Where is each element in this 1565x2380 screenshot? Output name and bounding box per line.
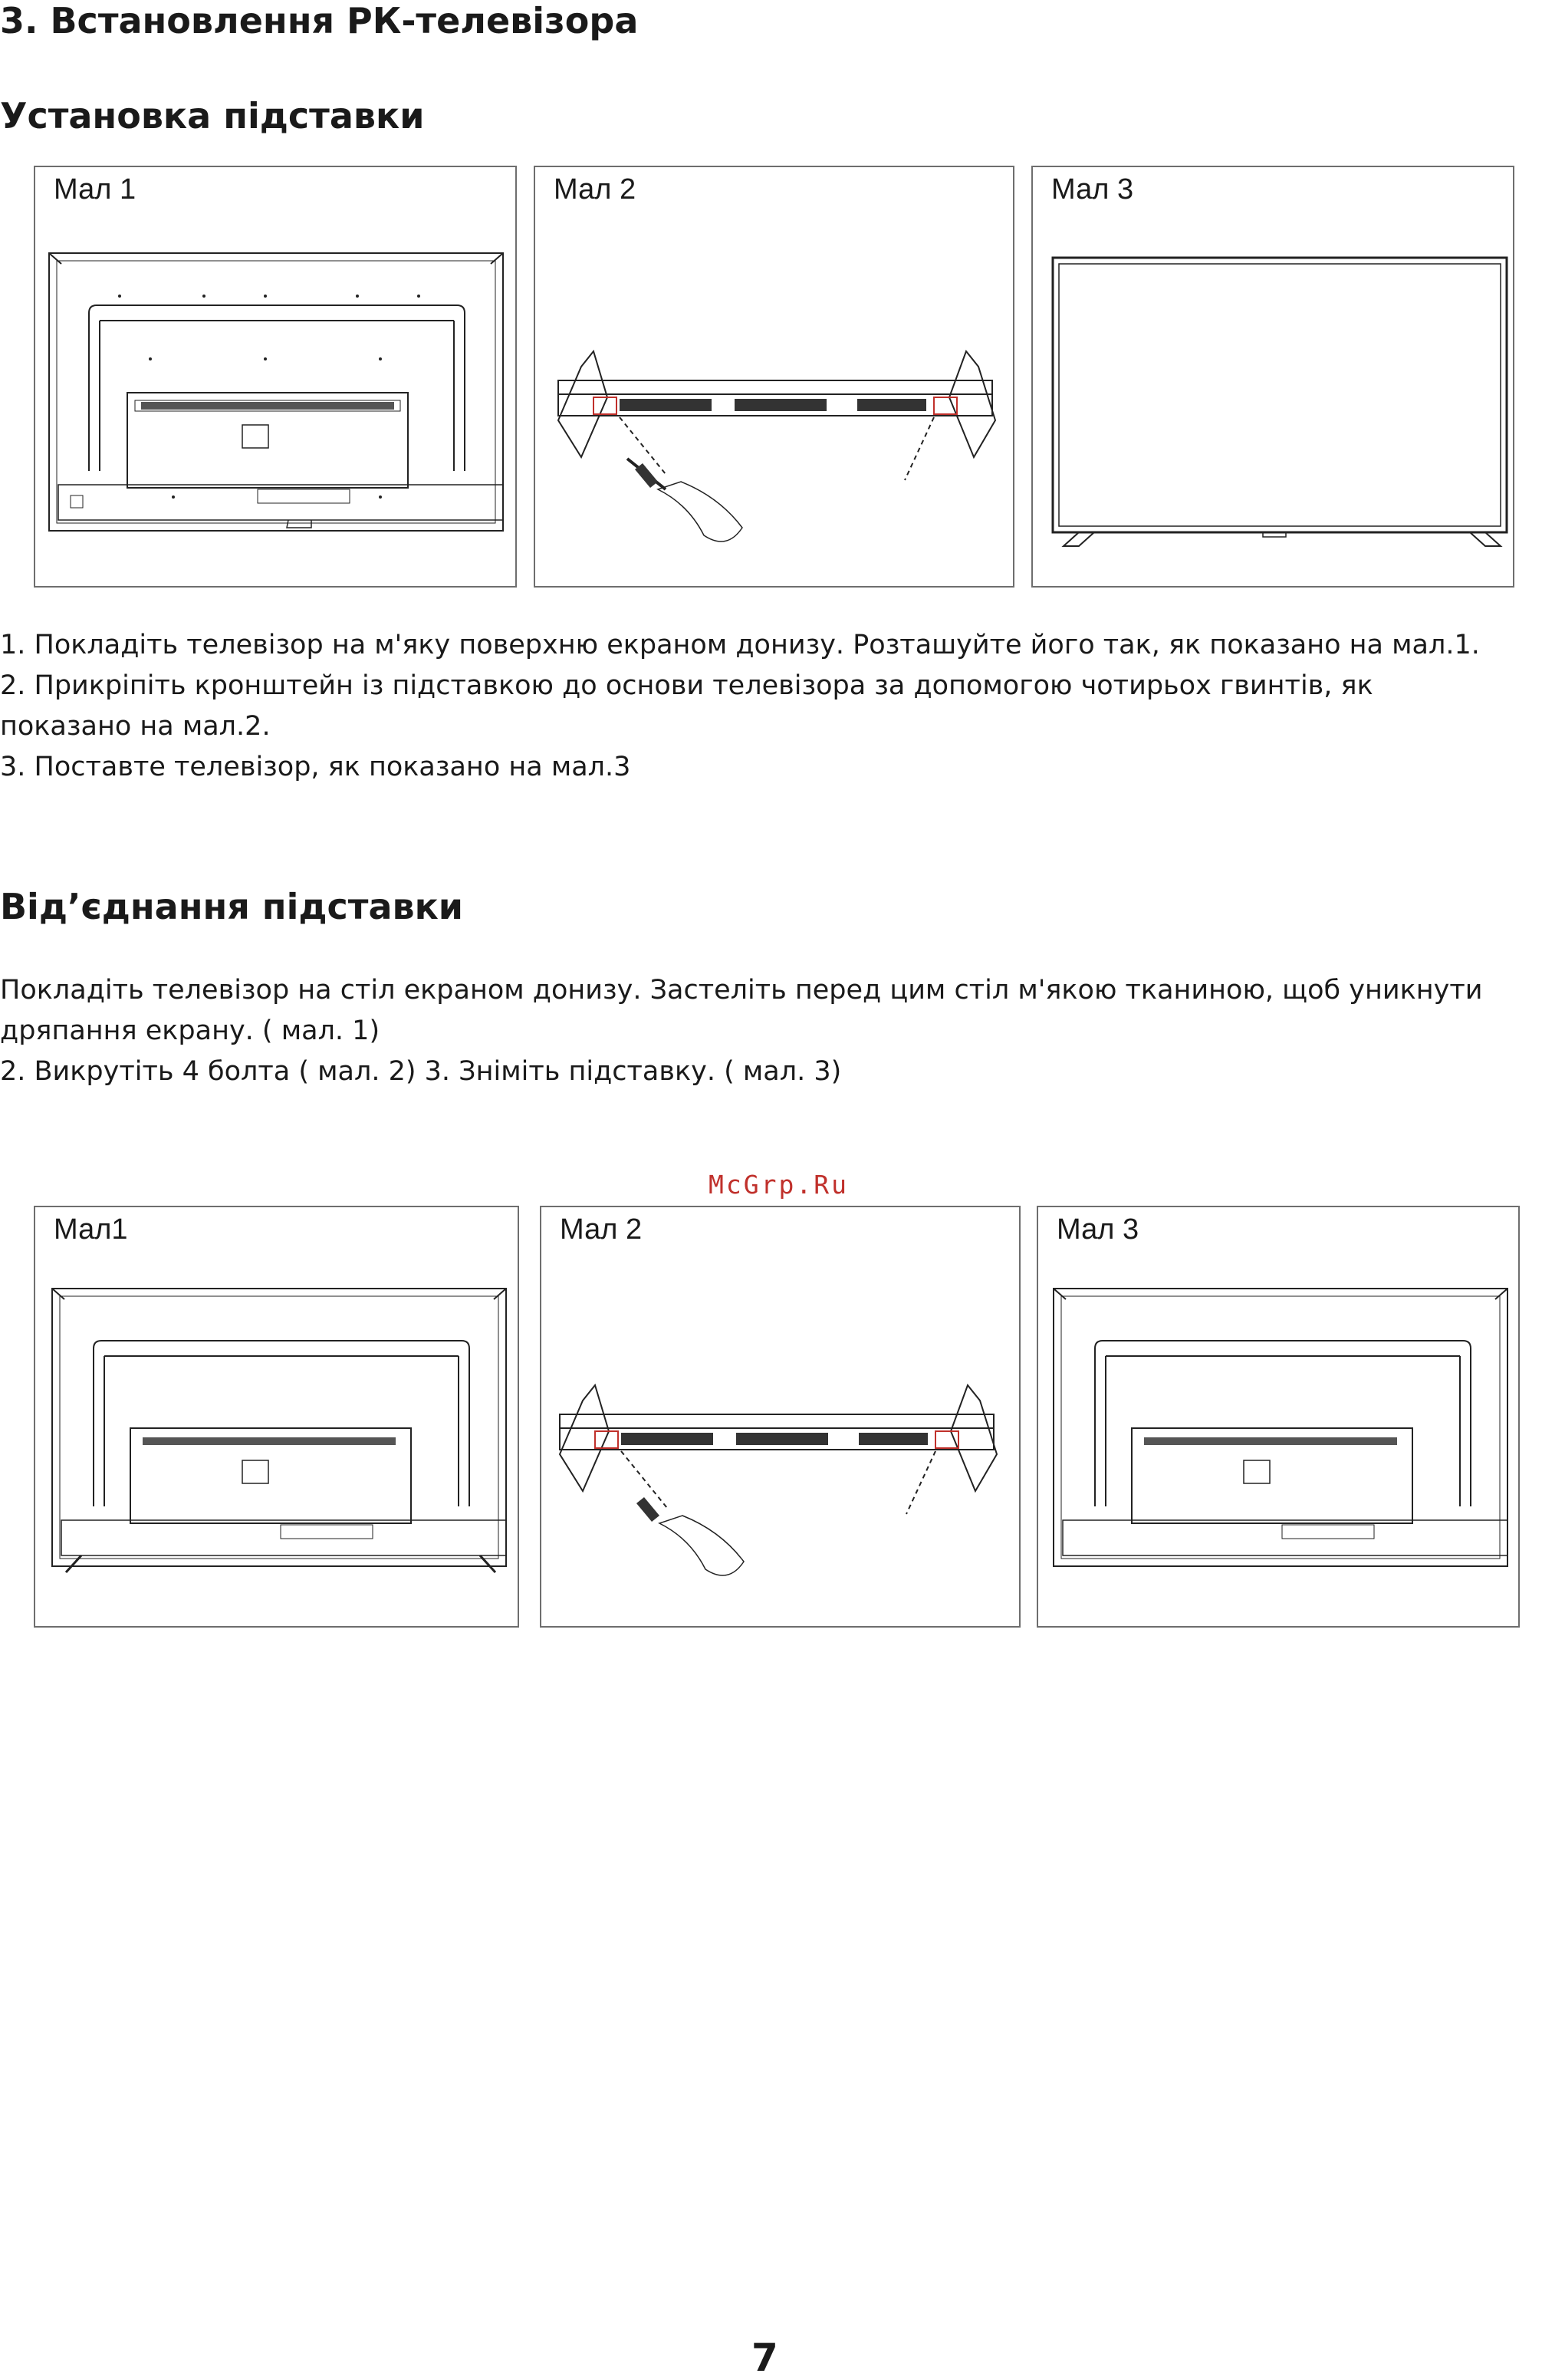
figure-install-1 [34,166,517,588]
page-number: 7 [751,2336,778,2380]
stand-unscrewing-illustration [541,1207,1022,1629]
figure-remove-2 [540,1206,1021,1628]
tv-front-illustration [1033,167,1516,589]
figure-caption: Мал 2 [560,1213,643,1246]
figure-caption: Мал 1 [54,173,136,206]
remove-heading: Від’єднання підставки [0,886,464,927]
install-step-1: 1. Покладіть телевізор на м'яку поверхню екраном донизу. Розташуйте його так, як показано на мал.1. [0,630,1480,660]
install-step-2-cont: показано на мал.2. [0,711,271,742]
install-heading: Установка підставки [0,95,425,137]
figure-caption: Мал 3 [1057,1213,1139,1246]
remove-steps [0,970,1564,1092]
tv-back-no-stand-illustration [1038,1207,1521,1629]
install-step-2: 2. Прикріпіть кронштейн із підставкою до основи телевізора за допомогою чотирьох гвинтів, як [0,670,1373,701]
remove-line-2: дряпання екрану. ( мал. 1) [0,1016,380,1046]
figure-caption: Мал 2 [554,173,636,206]
watermark: McGrp.Ru [709,1170,849,1200]
remove-line-3: 2. Викрутіть 4 болта ( мал. 2) 3. Зніміть підставку. ( мал. 3) [0,1056,842,1087]
section-title: 3. Встановлення РК-телевізора [0,0,639,41]
install-steps [0,625,1564,788]
figure-caption: Мал1 [54,1213,128,1246]
figure-remove-3 [1037,1206,1520,1628]
tv-back-with-stand-illustration [35,1207,521,1629]
figure-caption: Мал 3 [1051,173,1134,206]
stand-screwing-illustration [535,167,1016,589]
remove-line-1: Покладіть телевізор на стіл екраном донизу. Застеліть перед цим стіл м'якою тканиною, щоб уникнути [0,975,1483,1006]
figure-install-2 [534,166,1014,588]
figure-install-3 [1031,166,1514,588]
figure-remove-1 [34,1206,519,1628]
tv-back-illustration [35,167,518,589]
install-step-3: 3. Поставте телевізор, як показано на мал.3 [0,752,631,782]
